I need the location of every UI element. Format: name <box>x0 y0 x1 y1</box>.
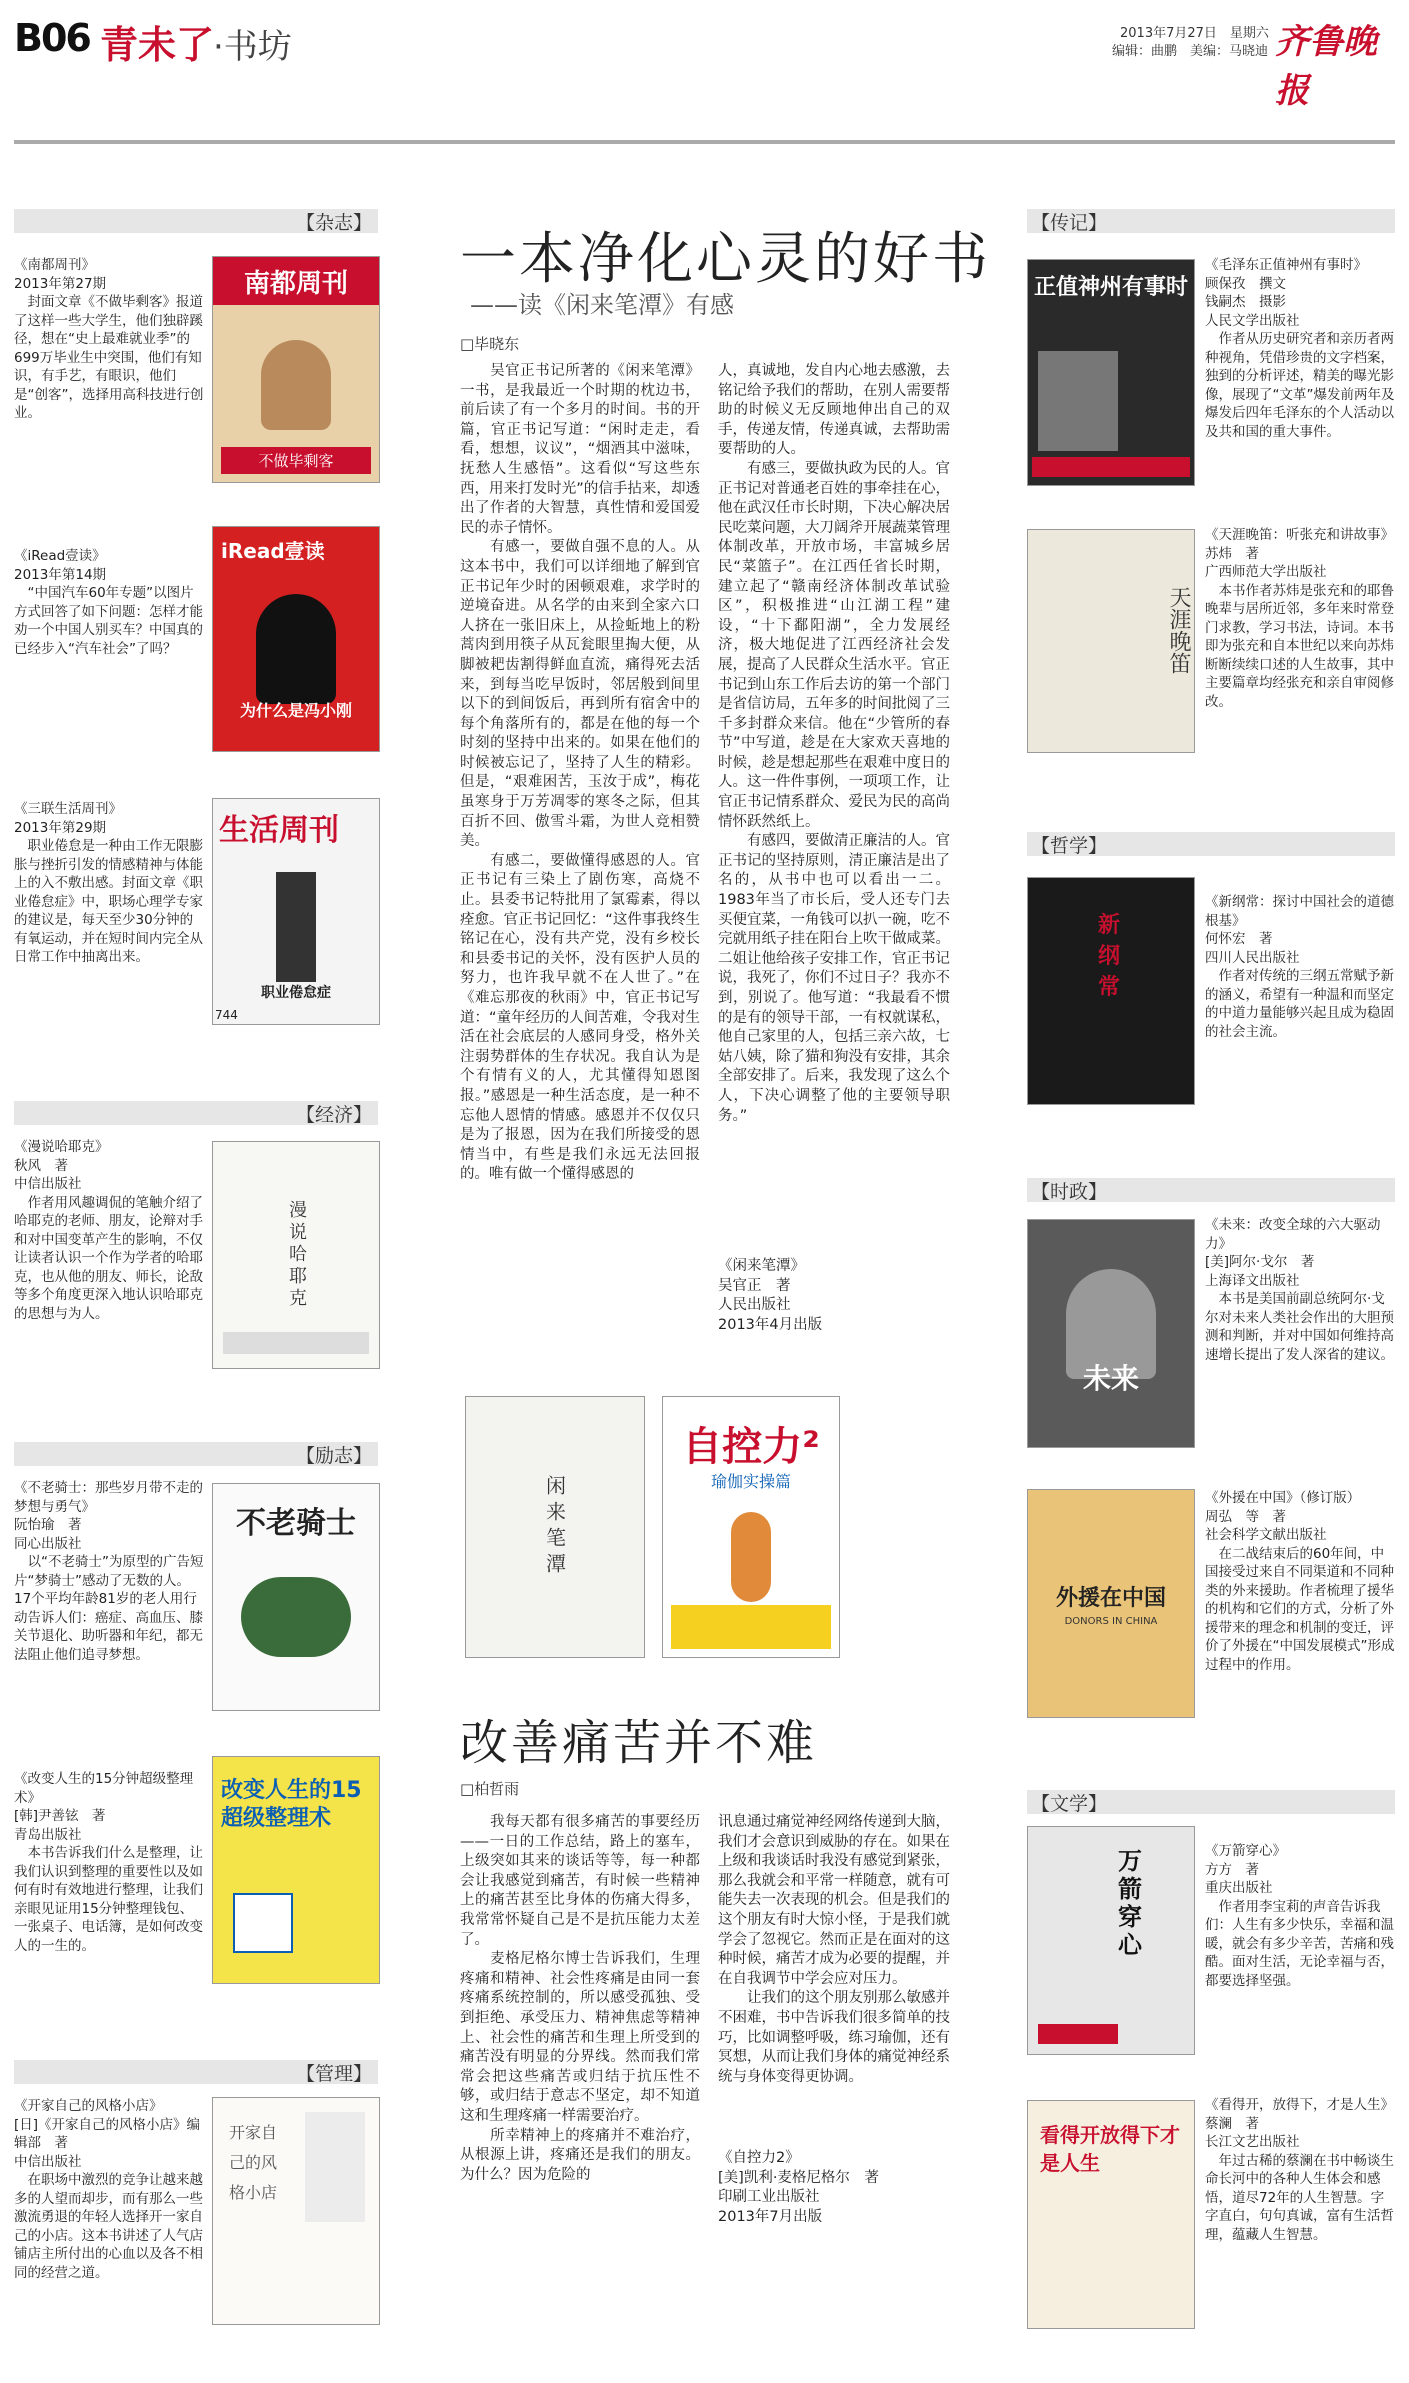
philo-cover-title: 新纲常 <box>1098 913 1121 1000</box>
bio-cover-1-band <box>1032 457 1190 477</box>
article-1-title: 一本净化心灵的好书 <box>460 227 991 292</box>
cover-zikongli-band <box>671 1605 831 1649</box>
page-code: B06 <box>14 16 90 60</box>
magazine-item-3-text: 《三联生活周刊》 2013年第29期 职业倦怠是一种由工作无限膨胀与挫折引发的情感精神与体能上的入不敷出感。封面文章《职业倦怠症》中，职场心理学专家的建议是，每天至少30分钟的有氧运动，并在短时间内完全从日常工作中抽离出来。 <box>14 801 203 965</box>
bio-cover-1-title: 正值神州有事时 <box>1034 275 1189 300</box>
inspire-cover-2-title: 改变人生的15超级整理术 <box>221 1778 362 1831</box>
bio-item-1-text: 《毛泽东正值神州有事时》 顾保孜 撰文 钱嗣杰 摄影 人民文学出版社 作者从历史研究者和亲历者两种视角，凭借珍贵的文字档案，独到的分析评述，精美的曝光影像，展现了“文革”爆发前两年及爆发后四年毛泽东的个人活动以及共和国的重大事件。 <box>1205 257 1395 440</box>
section-label-bio: 【传记】 <box>1027 209 1395 233</box>
bio-cover-2 <box>1027 529 1195 753</box>
lit-cover-1 <box>1027 1826 1195 2055</box>
cover-3-figure <box>276 872 316 982</box>
magazine-item-1-text: 《南都周刊》 2013年第27期 封面文章《不做毕剩客》报道了这样一些大学生，他们独辟蹊径，想在“史上最难就业季”的699万毕业生中突围，他们有知识，有手艺，有眼识，他们是“创客”，选择用高科技进行创业。 <box>14 257 204 421</box>
section-label-magazine: 【杂志】 <box>14 209 378 233</box>
inspire-item-2-text: 《改变人生的15分钟超级整理术》 [韩]尹善铉 著 青岛出版社 本书告诉我们什么是整理，让我们认识到整理的重要性以及如何有时有效地进行整理，让我们亲眼见证用15分钟整理钱包、一张桌子、电话簿，是如何改变人的一生的。 <box>14 1771 203 1954</box>
politics-cover-2-sub: DONORS IN CHINA <box>1064 1615 1158 1627</box>
cover-2-masthead: iRead壹读 <box>221 539 325 563</box>
header-rule <box>14 140 1395 144</box>
bio-cover-2-title: 天涯晚笛 <box>1166 586 1191 674</box>
article-2-column-2: 讯息通过痛觉神经网络传递到大脑，我们才会意识到威胁的存在。如果在上级和我谈话时我没有感觉到紧张，那么我就会和平常一样随意，就有可能失去一次表现的机会。但是我们的这个朋友有时大惊小怪，于是我们就学会了忽视它。然而正是在面对的这种时候，痛苦才成为必要的提醒，并在自我调节中学会应对压力。 让我们的这个朋友别那么敏感并不困难，书中告诉我们很多简单的技巧，比如调整呼吸，练习瑜伽，还有冥想，从而让我们身体的痛觉神经系统与身体变得更协调。 <box>718 1814 950 2085</box>
politics-cover-2-title: 外援在中国 <box>1055 1585 1166 1611</box>
bio-cover-1-photo <box>1038 351 1118 451</box>
cover-zikongli-sub: 瑜伽实操篇 <box>710 1472 791 1491</box>
section-label-lit: 【文学】 <box>1027 1790 1395 1814</box>
article-1-column-2: 人，真诚地，发自内心地去感激，去铭记给予我们的帮助，在别人需要帮助的时候义无反顾地伸出自己的双手，传递友情，传递真诚，去帮助需要帮助的人。 有感三，要做执政为民的人。官正书记对普通老百姓的事牵挂在心，他在武汉任市长时期，下决心解决居民吃菜问题，大刀阔斧开展蔬菜管理体制改革，开放市场，丰富城乡居民“菜篮子”。在江西任省长时期，建立起了“赣南经济体制改革试验区”，积极推进“山江湖工程”建设，“十下鄱阳湖”，全力发展经济，极大地促进了江西经济社会发展，提高了人民群众生活水平。官正书记到山东工作后去访的第一个部门是省信访局，五年多的时间批阅了三千多封群众来信。他在“少管所的春节”中写道，趁是在大家欢天喜地的时候，趁是想起那些在艰难中度日的人。这一件件事例，一项项工作，让官正书记情系群众、爱民为民的高尚情怀跃然纸上。 有感四，要做清正廉洁的人。官正书记的坚持原则，清正廉洁是出了名的，从书中也可以看出一二。1983年当了市长后，受人还专门去买便宜菜，一角钱可以扒一碗，吃不完就用纸子挂在阳台上吹干做咸菜。二姐让他给孩子安排工作，官正书记说，我死了，你们不过日子？我亦不到，别说了。他写道：“我最看不惯的是有的领导干部，一有权就谋私，他自己家里的人，包括三亲六故，七姑八姨，除了猫和狗没有安排，其余全部安排了。后来，我发现了这么个人，下决心调整了他的主要领导职务。” <box>718 363 950 1124</box>
lit-cover-2-title: 看得开放得下才是人生 <box>1040 2123 1180 2175</box>
magazine-cover-2 <box>212 526 380 752</box>
politics-item-2-text: 《外援在中国》（修订版） 周弘 等 著 社会科学文献出版社 在二战结束后的60年间，中国接受过来自不同渠道和不同种类的外来援助。作者梳理了援华的机构和它们的方式，分析了外援带来的理念和机制的变迁，评价了外援在“中国发展模式”形成过程中的作用。 <box>1205 1490 1395 1673</box>
issue-date: 2013年7月27日 星期六 <box>1120 26 1269 41</box>
cover-1-caption: 不做毕剩客 <box>221 447 371 474</box>
lit-item-1-text: 《万箭穿心》 方方 著 重庆出版社 作者用李宝莉的声音告诉我们：人生有多少快乐，幸福和温暖，就会有多少辛苦，苦痛和残酷。面对生活，无论幸福与否，都要选择坚强。 <box>1205 1843 1394 1989</box>
economy-cover-band <box>223 1332 369 1354</box>
lit-cover-1-band <box>1038 2024 1118 2044</box>
inspire-cover-1-figure <box>241 1577 351 1657</box>
article-1-author: □毕晓东 <box>460 335 520 353</box>
bio-cover-1 <box>1027 259 1195 486</box>
lit-cover-1-title: 万箭穿心 <box>1118 1847 1142 1959</box>
cover-3-number: 744 <box>215 1008 238 1022</box>
inspire-cover-2 <box>212 1756 380 1984</box>
politics-cover-2 <box>1027 1489 1195 1718</box>
cover-3-masthead: 生活周刊 <box>219 813 339 848</box>
section-subtitle: ·书坊 <box>213 27 292 67</box>
politics-item-1-text: 《未来：改变全球的六大驱动力》 [美]阿尔·戈尔 著 上海译文出版社 本书是美国前副总统阿尔·戈尔对未来人类社会作出的大胆预测和判断，并对中国如何维持高速增长提出了发人深省的建议。 <box>1205 1217 1394 1363</box>
manage-cover <box>212 2097 380 2325</box>
section-label-philo: 【哲学】 <box>1027 832 1395 856</box>
philo-item-text: 《新纲常：探讨中国社会的道德根基》 何怀宏 著 四川人民出版社 作者对传统的三纲五常赋予新的涵义，希望有一种温和而坚定的中道力量能够兴起且成为稳固的社会主流。 <box>1205 894 1394 1040</box>
section-label-economy: 【经济】 <box>14 1101 378 1125</box>
section-label-inspire: 【励志】 <box>14 1442 378 1466</box>
inspire-item-1-text: 《不老骑士：那些岁月带不走的梦想与勇气》 阮怡瑜 著 同心出版社 以“不老骑士”为原型的广告短片“梦骑士”感动了无数的人。17个平均年龄81岁的老人用行动告诉人们：癌症、高血压、膝关节退化、助听器和年纪，都无法阻止他们追寻梦想。 <box>14 1480 204 1663</box>
lit-cover-2 <box>1027 2100 1195 2329</box>
magazine-cover-3 <box>212 798 380 1025</box>
manage-cover-photo <box>305 2112 365 2222</box>
economy-item-text: 《漫说哈耶克》 秋风 著 中信出版社 作者用风趣调侃的笔触介绍了哈耶克的老师、朋友，论辩对手和对中国变革产生的影响，不仅让读者认识一个作为学者的哈耶克，也从他的朋友、师长，论敌等多个角度更深入地认识哈耶克的思想与为人。 <box>14 1139 203 1322</box>
economy-cover <box>212 1141 380 1369</box>
economy-cover-title: 漫说哈耶克 <box>286 1200 307 1310</box>
cover-xianlai <box>465 1396 645 1658</box>
cover-1-figure <box>261 340 331 430</box>
article-1-column-1: 吴官正书记所著的《闲来笔潭》一书，是我最近一个时期的枕边书，前后读了有一个多月的时间。书的开篇，官正书记写道：“闲时走走，看看，想想，议议”，“烟酒其中滋味，抚愁人生感悟”。这看似“写这些东西，用来打发时光”的信手拈来，却透出了作者的大智慧，真性情和爱国爱民的赤子情怀。 有感一，要做自强不息的人。从这本书中，我们可以详细地了解到官正书记年少时的困顿艰难，求学时的逆境奋进。从名学的由来到全家六口人挤在一张旧床上，从捡蚯地上的粉蒿肉到用筷子从瓦瓮眼里掏大便，从脚被耙齿割得鲜血直流，痛得死去活来，到每当吃早饭时，邻居般到间里以下的到间饭后，再到所有宿舍中的每个角落所有的，都是在他的每一个时刻的坚持中出来的。如果在他们的时候被忘记了，坚持了人生的精彩。但是，“艰难困苦，玉汝于成”，梅花虽寒身于万芳凋零的寒冬之际，但其百折不回、傲雪斗霜，为世人竞相赞美。 有感二，要做懂得感恩的人。官正书记有三染上了剧伤寒，高烧不止。县委书记特批用了氯霉素，得以痊愈。官正书记回忆：“这件事我终生铭记在心，没有共产党，没有乡校长和县委书记的关怀，没有医护人员的努力，也许我早就不在人世了。”在《难忘那夜的秋雨》中，官正书记写道：“童年经历的人间苦难，令我对生活在社会底层的人感同身受，格外关注弱势群体的生存状况。我自认为是个有情有义的人，尤其懂得知恩图报。”感恩是一种生活态度，是一种不忘他人恩情的情感。感恩并不仅仅只是为了报恩，因为在我们所接受的恩情当中，有些是我们永远无法回报的。唯有做一个懂得感恩的 <box>460 363 700 1183</box>
article-1-subtitle: ——读《闲来笔潭》有感 <box>470 291 734 319</box>
inspire-cover-2-box <box>233 1893 293 1953</box>
article-2-book-info: 《自控力2》 [美]凯利·麦格尼格尔 著 印刷工业出版社 2013年7月出版 <box>718 2150 879 2225</box>
cover-1-masthead: 南都周刊 <box>213 257 379 305</box>
philo-cover <box>1027 877 1195 1105</box>
cover-2-caption: 为什么是冯小刚 <box>239 701 352 720</box>
cover-xianlai-title: 闲来笔潭 <box>542 1475 567 1579</box>
newspaper-logo: 齐鲁晚报 <box>1275 22 1377 111</box>
lit-item-2-text: 《看得开，放得下，才是人生》 蔡澜 著 长江文艺出版社 年过古稀的蔡澜在书中畅谈生命长河中的各种人生体会和感悟，道尽72年的人生智慧。字字直白，句句真诚，富有生活哲理，蕴藏人生智慧。 <box>1205 2097 1394 2243</box>
magazine-cover-1 <box>212 256 380 483</box>
section-title: 青未了 <box>100 23 215 67</box>
article-2-author: □柏哲雨 <box>460 1780 520 1798</box>
cover-3-caption: 职业倦怠症 <box>261 985 331 1001</box>
magazine-item-2-text: 《iRead壹读》 2013年第14期 “中国汽车60年专题”以图片方式回答了如下问题：怎样才能劝一个中国人别买车？中国真的已经步入“汽车社会”了吗？ <box>14 548 203 657</box>
cover-zikongli <box>662 1396 840 1658</box>
article-1-book-info: 《闲来笔潭》 吴官正 著 人民出版社 2013年4月出版 <box>718 1258 823 1333</box>
article-2-column-1: 我每天都有很多痛苦的事要经历——一日的工作总结，路上的塞车，上级突如其来的谈话等等，每一种都会让我感觉到痛苦，有时候一些精神上的痛苦甚至比身体的伤痛大得多，我常常怀疑自己是不是抗压能力太差了。 麦格尼格尔博士告诉我们，生理疼痛和精神、社会性疼痛是由同一套疼痛系统控制的，所以感受孤独、受到拒绝、承受压力、精神焦虑等精神上、社会性的痛苦和生理上所受到的痛苦没有明显的分界线。然而我们常常会把这些痛苦或归结于抗压性不够，或归结于意志不坚定，却不知道这和生理疼痛一样需要治疗。 所幸精神上的疼痛并不难治疗，从根源上讲，疼痛还是我们的朋友。为什么？因为危险的 <box>460 1814 700 2183</box>
editors-line: 编辑：曲鹏 美编：马晓迪 <box>1112 44 1269 59</box>
cover-zikongli-figure <box>731 1512 771 1602</box>
bio-item-2-text: 《天涯晚笛：听张充和讲故事》 苏炜 著 广西师范大学出版社 本书作者苏炜是张充和的耶鲁晚辈与居所近邻，多年来时常登门求教，学习书法，诗词。本书即为张充和自本世纪以来向苏炜断断续续口述的人生故事，其中主要篇章均经张充和亲自审阅修改。 <box>1205 527 1394 710</box>
cover-2-figure <box>256 594 336 704</box>
manage-cover-title: 开家自己的风格小店 <box>229 2123 278 2202</box>
article-2-title: 改善痛苦并不难 <box>460 1715 818 1771</box>
cover-zikongli-title: 自控力² <box>682 1424 820 1470</box>
inspire-cover-1 <box>212 1483 380 1711</box>
inspire-cover-1-title: 不老骑士 <box>236 1506 356 1541</box>
politics-cover-1-title: 未来 <box>1082 1362 1139 1395</box>
manage-item-text: 《开家自己的风格小店》 [日]《开家自己的风格小店》编辑部 著 中信出版社 在职场中激烈的竞争让越来越多的人望而却步，而有那么一些激流勇退的年轻人选择开一家自己的小店。这本书讲述了人气店铺店主所付出的心血以及各不相同的经营之道。 <box>14 2098 203 2281</box>
section-label-politics: 【时政】 <box>1027 1178 1395 1202</box>
politics-cover-1 <box>1027 1219 1195 1448</box>
section-label-manage: 【管理】 <box>14 2060 378 2084</box>
